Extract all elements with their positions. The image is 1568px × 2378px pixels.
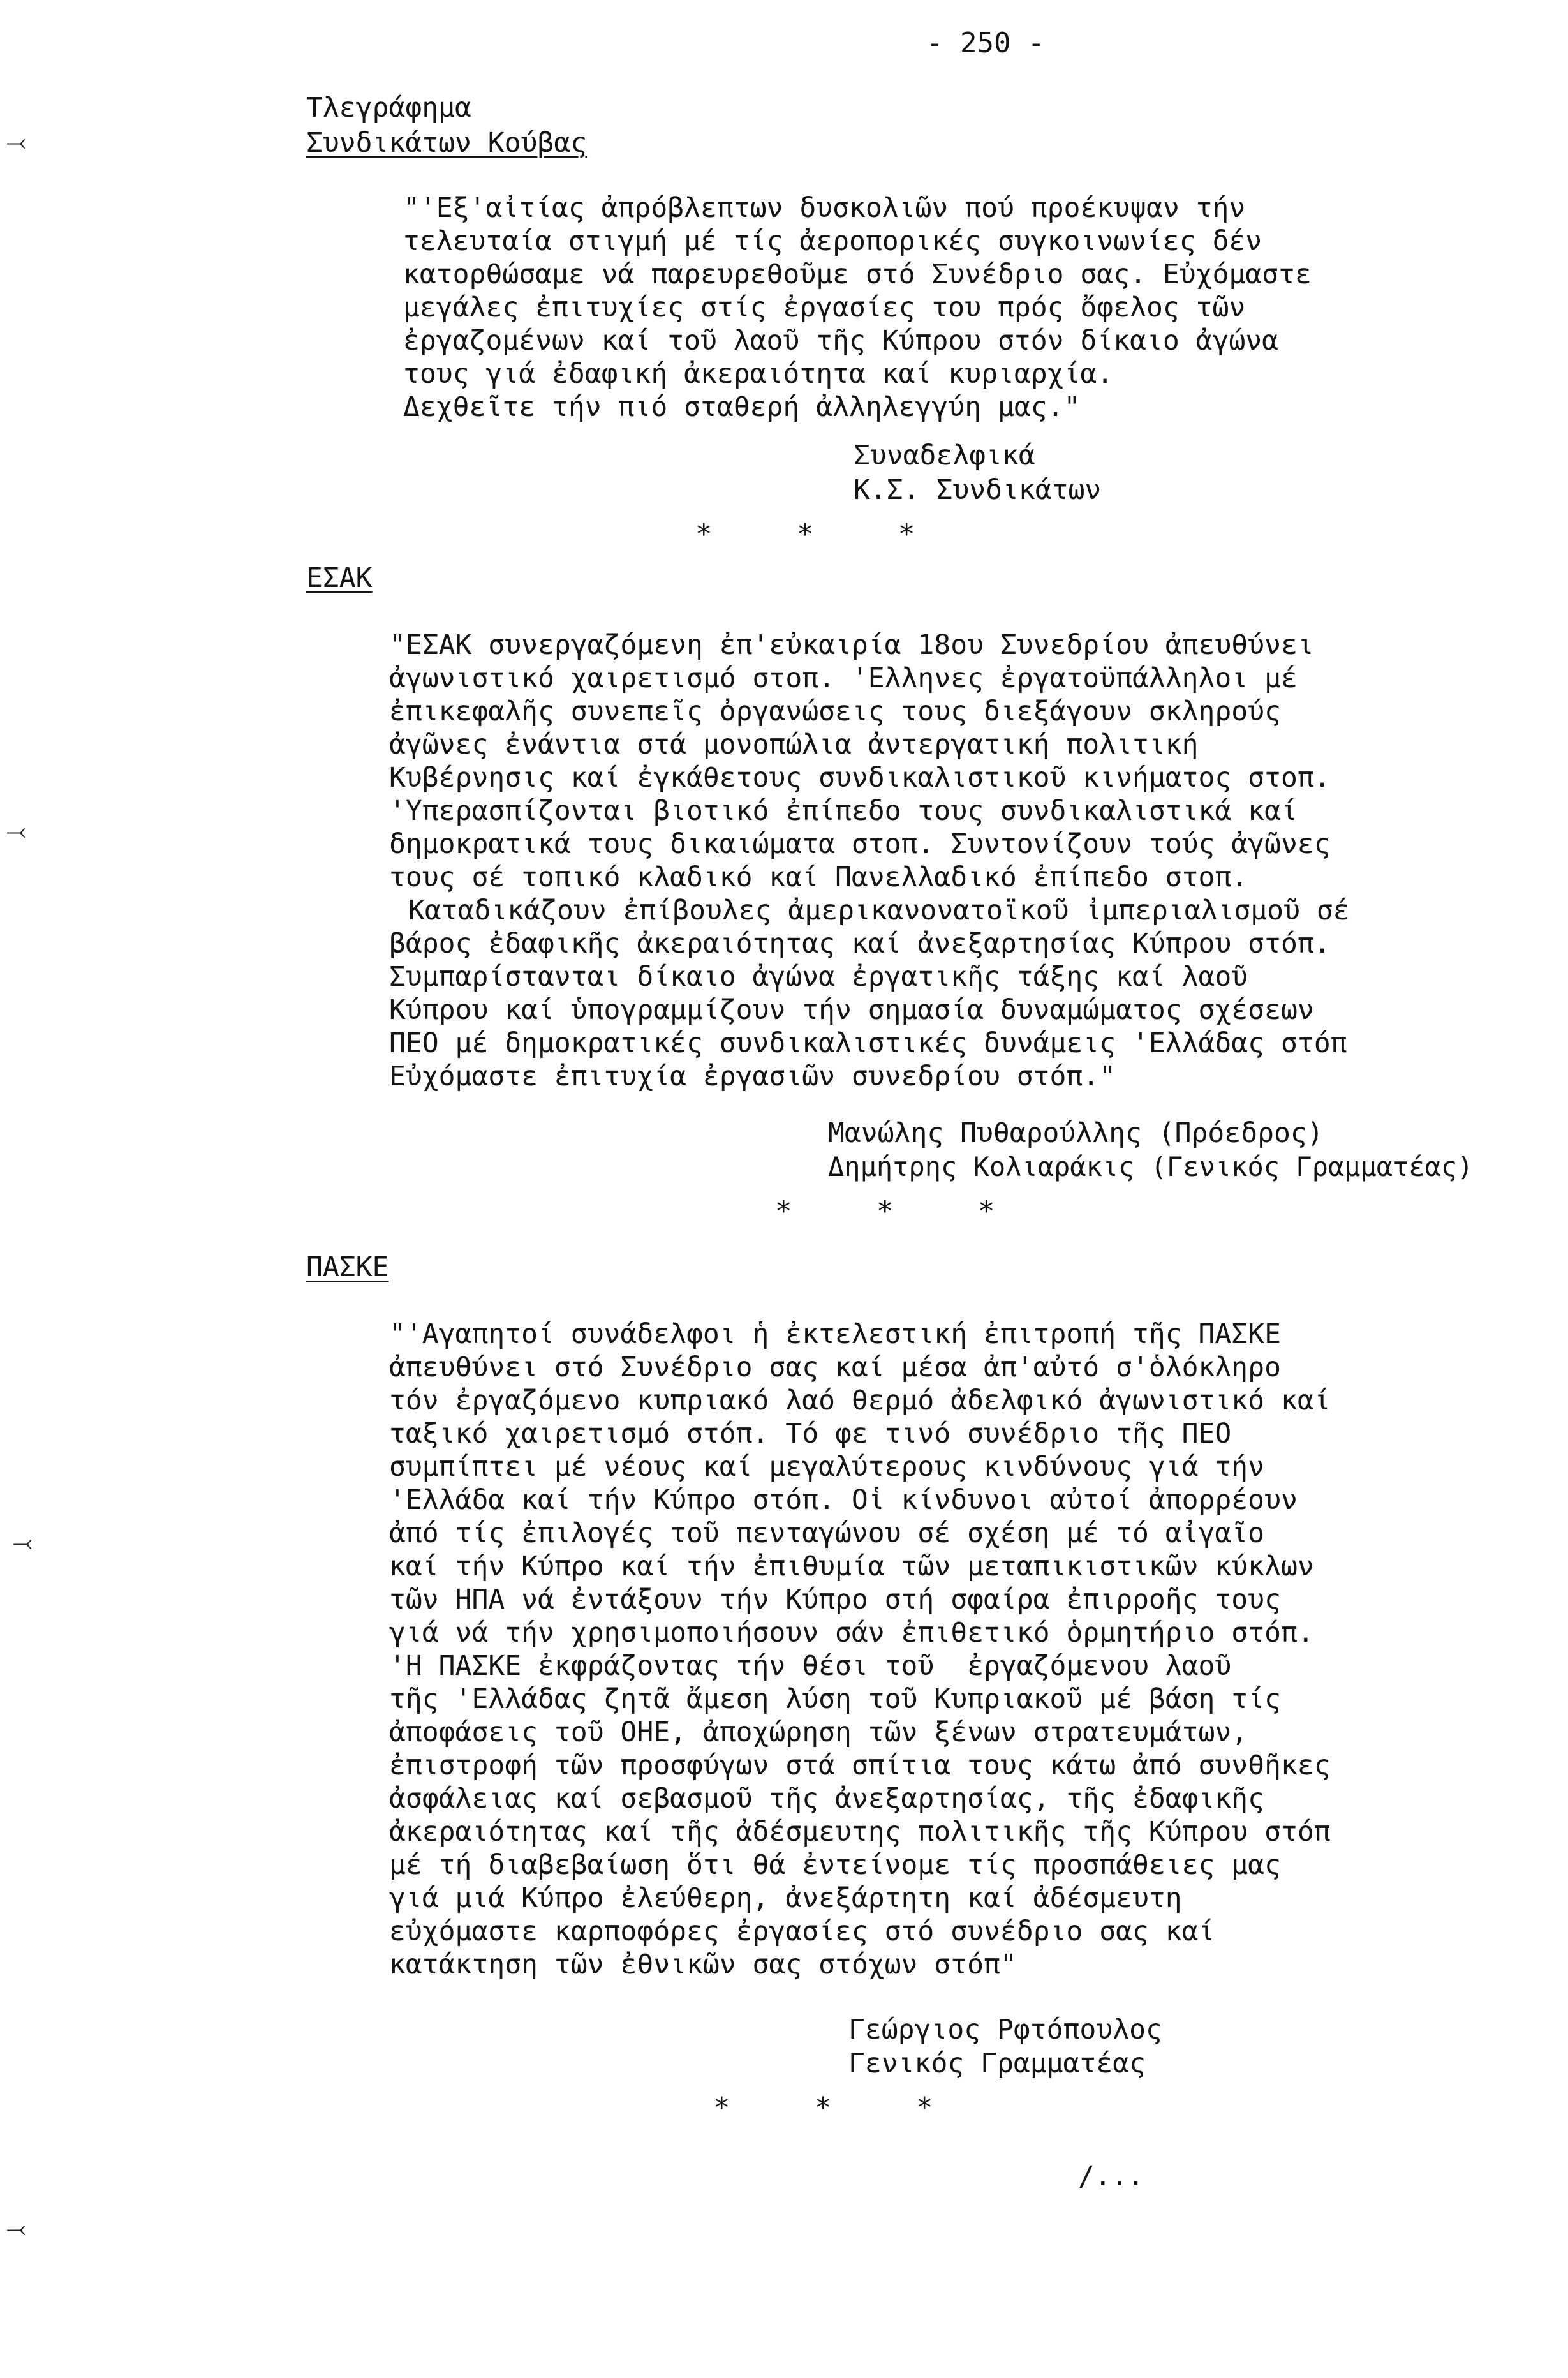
text-line: Κυβέρνησις καί ἐγκάθετους συνδικαλιστικοῦ κινήματος στοπ. xyxy=(389,762,1331,794)
text-line: τους γιά ἐδαφική ἀκεραιότητα καί κυριαρχία. xyxy=(403,358,1114,390)
margin-mark: ⤙ xyxy=(13,1528,33,1556)
text-line: γιά νά τήν χρησιμοποιήσουν σάν ἐπιθετικό ὁρμητήριο στόπ. xyxy=(389,1617,1314,1649)
text-line: ἀποφάσεις τοῦ ΟΗΕ, ἀποχώρηση τῶν ξένων στρατευμάτων, xyxy=(389,1716,1248,1748)
text-line: βάρος ἐδαφικῆς ἀκεραιότητας καί ἀνεξαρτησίας Κύπρου στόπ. xyxy=(389,928,1331,960)
text-line: κατάκτηση τῶν ἐθνικῶν σας στόχων στόπ" xyxy=(389,1949,1017,1980)
text-line: 'Ελλάδα καί τήν Κύπρο στόπ. Οἱ κίνδυνοι αὐτοί ἀπορρέουν xyxy=(389,1484,1298,1516)
section-heading: Τλεγράφημα xyxy=(306,92,471,124)
signature: Γεώργιος Ρφτόπουλος xyxy=(848,2014,1162,2046)
text-line: εὐχόμαστε καρποφόρες ἐργασίες στό συνέδριο σας καί xyxy=(389,1915,1215,1947)
text-line: ἀπευθύνει στό Συνέδριο σας καί μέσα ἀπ'αὐτό σ'ὁλόκληρο xyxy=(389,1351,1281,1383)
section-heading: ΕΣΑΚ xyxy=(306,562,373,594)
text-line: "ΕΣΑΚ συνεργαζόμενη ἐπ'εὐκαιρία 18ου Συνεδρίου ἀπευθύνει xyxy=(389,629,1314,661)
margin-mark: ⤙ xyxy=(6,128,26,156)
text-line: ἐπιστροφή τῶν προσφύγων στά σπίτια τους κάτω ἀπό συνθῆκες xyxy=(389,1750,1331,1781)
text-line: ἀσφάλειας καί σεβασμοῦ τῆς ἀνεξαρτησίας, τῆς ἐδαφικῆς xyxy=(389,1783,1265,1815)
text-line: τῶν ΗΠΑ νά ἐντάξουν τήν Κύπρο στή σφαίρα ἐπιρροῆς τους xyxy=(389,1584,1281,1616)
signature: Γενικός Γραμματέας xyxy=(848,2047,1146,2079)
text-line: τελευταία στιγμή μέ τίς ἀεροπορικές συγκοινωνίες δέν xyxy=(403,225,1262,257)
signature: Κ.Σ. Συνδικάτων xyxy=(854,474,1102,506)
text-line: ἀγωνιστικό χαιρετισμό στοπ. 'Ελληνες ἐργατοϋπάλληλοι μέ xyxy=(389,662,1298,694)
text-line: "'Εξ'αἰτίας ἀπρόβλεπτων δυσκολιῶν πού προέκυψαν τήν xyxy=(403,192,1246,224)
text-line: μέ τή διαβεβαίωση ὅτι θά ἐντείνομε τίς προσπάθειες μας xyxy=(389,1849,1281,1881)
continuation-mark: /... xyxy=(1078,2160,1144,2192)
section-heading: Συνδικάτων Κούβας xyxy=(306,127,588,159)
signature: Μανώλης Πυθαρούλλης (Πρόεδρος) xyxy=(828,1117,1324,1149)
text-line: Δεχθεῖτε τήν πιό σταθερή ἀλληλεγγύη μας." xyxy=(403,391,1081,423)
separator: * * * xyxy=(695,518,915,551)
text-line: ἀπό τίς ἐπιλογές τοῦ πενταγώνου σέ σχέση μέ τό αἰγαῖο xyxy=(389,1517,1265,1549)
text-line: ἀγῶνες ἐνάντια στά μονοπώλια ἀντεργατική πολιτική xyxy=(389,729,1199,761)
text-line: Κύπρου καί ὑπογραμμίζουν τήν σημασία δυναμώματος σχέσεων xyxy=(389,994,1314,1026)
section-body xyxy=(403,191,1312,424)
signature: Δημήτρης Κολιαράκις (Γενικός Γραμματέας) xyxy=(828,1151,1474,1182)
text-line: ἐπικεφαλῆς συνεπεῖς ὀργανώσεις τους διεξάγουν σκληρούς xyxy=(389,695,1281,727)
text-line: 'Υπερασπίζονται βιοτικό ἐπίπεδο τους συνδικαλιστικά καί xyxy=(389,795,1298,827)
separator: * * * xyxy=(775,1195,995,1228)
text-line: τόν ἐργαζόμενο κυπριακό λαό θερμό ἀδελφικό ἀγωνιστικό καί xyxy=(389,1385,1331,1416)
text-line: ταξικό χαιρετισμό στόπ. Τό φε τινό συνέδριο τῆς ΠΕΟ xyxy=(389,1418,1232,1450)
text-line: ἐργαζομένων καί τοῦ λαοῦ τῆς Κύπρου στόν δίκαιο ἀγώνα xyxy=(403,325,1279,357)
margin-mark: ⤙ xyxy=(6,817,26,845)
section-body xyxy=(389,1318,1331,1981)
text-line: ἀκεραιότητας καί τῆς ἀδέσμευτης πολιτικῆς τῆς Κύπρου στόπ xyxy=(389,1816,1331,1848)
signature: Συναδελφικά xyxy=(854,440,1035,472)
text-line: συμπίπτει μέ νέους καί μεγαλύτερους κινδύνους γιά τήν xyxy=(389,1451,1265,1483)
text-line: δημοκρατικά τους δικαιώματα στοπ. Συντονίζουν τούς ἀγῶνες xyxy=(389,828,1331,860)
text-line: ΠΕΟ μέ δημοκρατικές συνδικαλιστικές δυνάμεις 'Ελλάδας στόπ xyxy=(389,1027,1347,1059)
text-line: Εὐχόμαστε ἐπιτυχία ἐργασιῶν συνεδρίου στόπ." xyxy=(389,1060,1116,1092)
section-body xyxy=(389,628,1350,1093)
text-line: 'Η ΠΑΣΚΕ ἐκφράζοντας τήν θέσι τοῦ ἐργαζόμενου λαοῦ xyxy=(389,1650,1232,1682)
text-line: καί τήν Κύπρο καί τήν ἐπιθυμία τῶν μεταπικιστικῶν κύκλων xyxy=(389,1550,1314,1582)
separator: * * * xyxy=(713,2092,933,2124)
margin-mark: ⤙ xyxy=(6,2214,26,2242)
text-line: τους σέ τοπικό κλαδικό καί Πανελλαδικό ἐπίπεδο στοπ. xyxy=(389,861,1248,893)
text-line: κατορθώσαμε νά παρευρεθοῦμε στό Συνέδριο σας. Εὐχόμαστε xyxy=(403,258,1312,290)
text-line: "'Αγαπητοί συνάδελφοι ἡ ἐκτελεστική ἐπιτροπή τῆς ΠΑΣΚΕ xyxy=(389,1318,1281,1350)
text-line: γιά μιά Κύπρο ἐλεύθερη, ἀνεξάρτητη καί ἀδέσμευτη xyxy=(389,1882,1182,1914)
page-number: - 250 - xyxy=(926,27,1045,59)
text-line: μεγάλες ἐπιτυχίες στίς ἐργασίες του πρός ὄφελος τῶν xyxy=(403,292,1246,323)
text-line: Καταδικάζουν ἐπίβουλες ἀμερικανονατοϊκοῦ ἰμπεριαλισμοῦ σέ xyxy=(408,895,1350,926)
text-line: Συμπαρίστανται δίκαιο ἀγώνα ἐργατικῆς τάξης καί λαοῦ xyxy=(389,961,1248,993)
section-heading: ΠΑΣΚΕ xyxy=(306,1251,389,1283)
text-line: τῆς 'Ελλάδας ζητᾶ ἄμεση λύση τοῦ Κυπριακοῦ μέ βάση τίς xyxy=(389,1683,1281,1715)
